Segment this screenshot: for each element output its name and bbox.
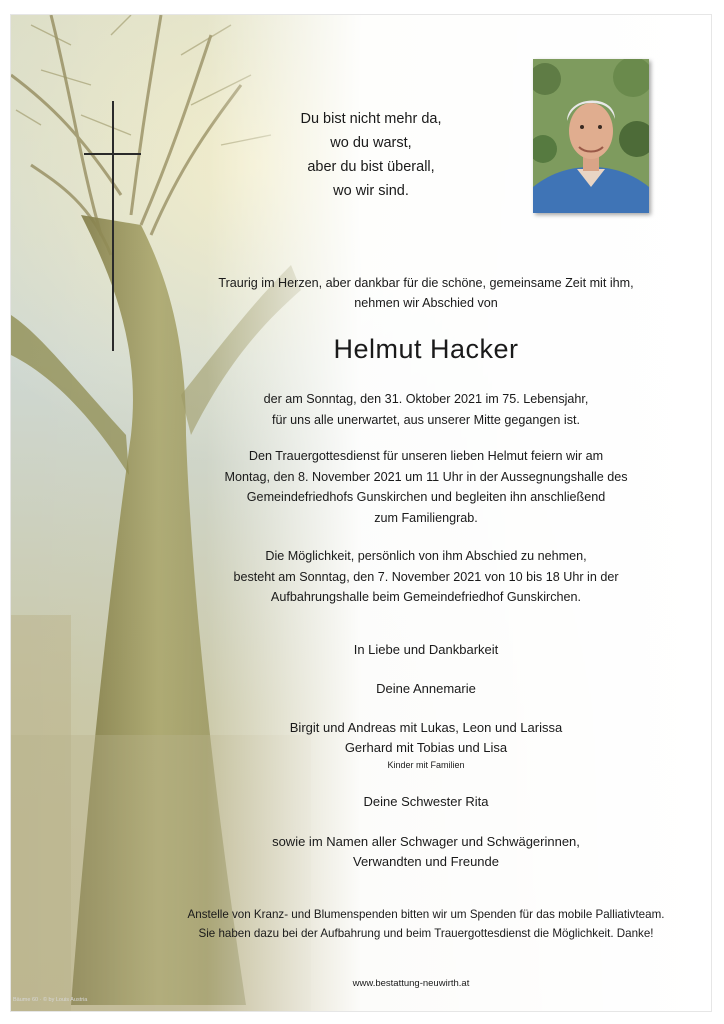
other-mourners xyxy=(211,832,641,872)
other-mourners-line: sowie im Namen aller Schwager und Schwägerinnen, xyxy=(272,834,580,849)
intro-text xyxy=(201,273,651,313)
intro-line: Traurig im Herzen, aber dankbar für die schöne, gemeinsame Zeit mit ihm, xyxy=(218,276,634,290)
spouse-name: Deine Annemarie xyxy=(376,681,476,696)
deceased-name: Helmut Hacker xyxy=(333,334,519,364)
death-notice-line: der am Sonntag, den 31. Oktober 2021 im 75. Lebensjahr, xyxy=(263,392,589,406)
children-caption: Kinder mit Familien xyxy=(387,760,465,770)
funeral-line: zum Familiengrab. xyxy=(374,510,478,525)
child-family: Gerhard mit Tobias und Lisa xyxy=(344,740,508,755)
children-list xyxy=(211,718,641,772)
viewing-line: Aufbahrungshalle beim Gemeindefriedhof Gunskirchen. xyxy=(270,590,582,604)
closing-phrase: In Liebe und Dankbarkeit xyxy=(353,642,499,657)
funeral-line: Montag, den 8. November 2021 um 11 Uhr in der Aussegnungshalle des xyxy=(224,469,628,484)
viewing-info xyxy=(211,546,641,608)
memorial-quote xyxy=(241,107,501,203)
funeral-line: Den Trauergottesdienst für unseren lieben Helmut feiern wir am xyxy=(248,449,604,463)
intro-line: nehmen wir Abschied von xyxy=(354,296,498,310)
sister-name: Deine Schwester Rita xyxy=(363,794,489,809)
donation-line: Sie haben dazu bei der Aufbahrung und beim Trauergottesdienst die Möglichkeit. Danke! xyxy=(198,927,654,940)
death-notice-line: für uns alle unerwartet, aus unserer Mitte gegangen ist. xyxy=(271,412,581,427)
latin-cross-icon xyxy=(11,15,171,375)
website-link[interactable]: www.bestattung-neuwirth.at xyxy=(352,978,470,989)
funeral-line: Gemeindefriedhofs Gunskirchen und begleiten ihn anschließend xyxy=(246,490,606,504)
viewing-line: besteht am Sonntag, den 7. November 2021 von 10 bis 18 Uhr in der xyxy=(233,569,619,584)
image-credit: Bäume 60 · © by Louis Austria xyxy=(13,997,88,1003)
other-mourners-line: Verwandten und Freunde xyxy=(353,854,499,869)
child-family: Birgit und Andreas mit Lukas, Leon und Larissa xyxy=(289,720,563,735)
quote-line: aber du bist überall, xyxy=(307,159,435,175)
portrait-photo xyxy=(533,59,649,213)
quote-line: wo du warst, xyxy=(330,135,412,151)
donation-line: Anstelle von Kranz- und Blumenspenden bitten wir um Spenden für das mobile Palliativteam. xyxy=(187,908,665,921)
death-notice xyxy=(211,389,641,430)
viewing-line: Die Möglichkeit, persönlich von ihm Abschied zu nehmen, xyxy=(265,549,587,563)
quote-line: wo wir sind. xyxy=(333,183,409,199)
funeral-info xyxy=(211,446,641,528)
obituary-page xyxy=(10,14,712,1012)
donation-note xyxy=(161,905,691,943)
quote-line: Du bist nicht mehr da, xyxy=(300,111,442,127)
